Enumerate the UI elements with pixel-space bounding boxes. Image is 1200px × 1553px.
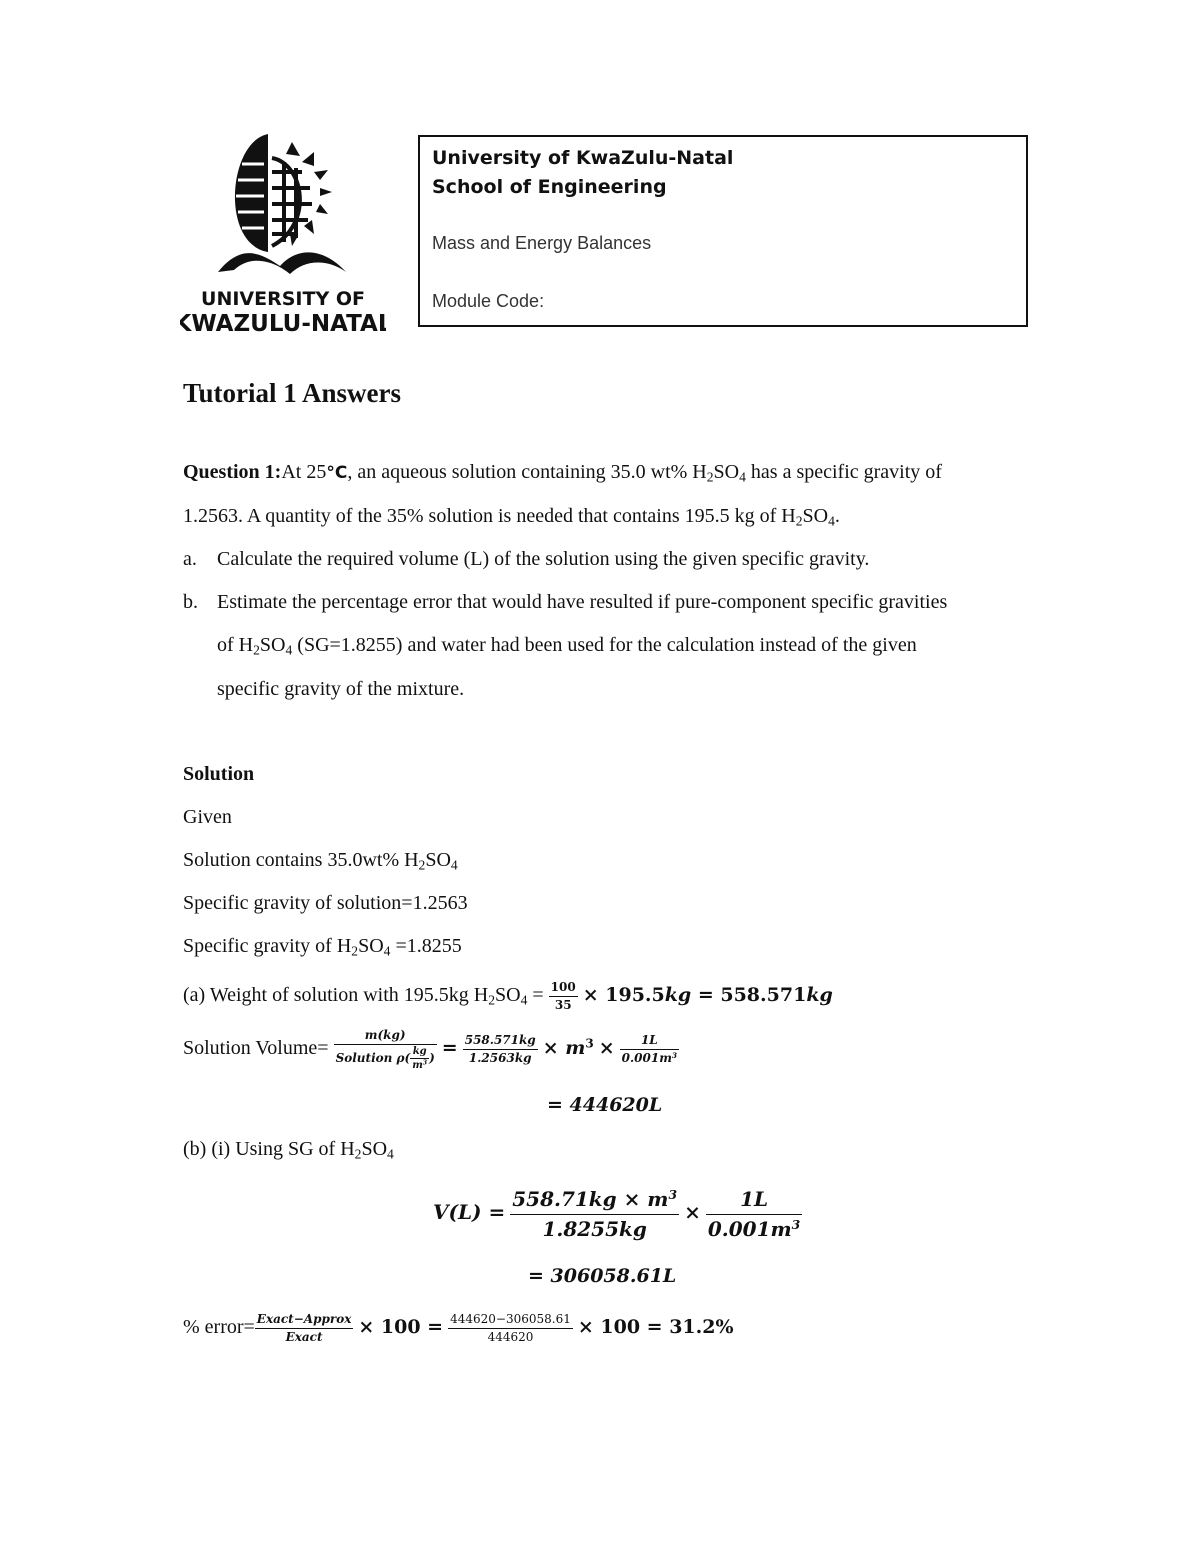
header-info-box bbox=[418, 135, 1028, 327]
given-line-1: Solution contains 35.0wt% $H_2SO_4$ bbox=[183, 849, 458, 873]
item-a-text: Calculate the required volume (L) of the solution using the given specific gravity. bbox=[217, 548, 870, 570]
question-line-1: Question 1:At 25°C, an aqueous solution containing 35.0 wt% $H_2SO_4$ has a specific gravity of bbox=[183, 461, 942, 485]
error-fraction-2: $\frac{444620-306058.61}{444620}$ bbox=[450, 1311, 571, 1344]
item-b-line-2: of $H_2SO_4$ (SG=1.8255) and water had been used for the calculation instead of the given bbox=[217, 634, 917, 658]
volume-result: = 444620L bbox=[547, 1094, 663, 1116]
logo-line2: KWAZULU-NATAL bbox=[180, 311, 386, 336]
part-b-label: (b) (i) Using SG of $H_2SO_4$ bbox=[183, 1138, 394, 1162]
university-logo bbox=[180, 134, 386, 336]
item-a-marker: a. bbox=[183, 548, 197, 570]
volume-fraction-3: $\frac{1L}{0.001m^3}$ bbox=[621, 1032, 678, 1065]
volume-fraction-1: m(kg) Solution ρ( $\frac{kg}{m^3}$ ) bbox=[335, 1027, 435, 1071]
item-b-marker: b. bbox=[183, 591, 198, 613]
logo-line1: UNIVERSITY OF bbox=[201, 288, 365, 310]
given-label: Given bbox=[183, 806, 232, 828]
error-fraction-1: $\frac{\text{Exact−Approx}}{\text{Exact}}$ bbox=[256, 1311, 352, 1344]
ukzn-crest-icon bbox=[180, 134, 386, 336]
sg-volume-fraction-2: $\frac{1L}{0.001m^3}$ bbox=[707, 1186, 801, 1241]
page-title: Tutorial 1 Answers bbox=[183, 378, 402, 408]
solution-heading: Solution bbox=[183, 763, 255, 785]
sg-volume-fraction-1: $\frac{558.71kg \times m^3}{1.8255kg}$ bbox=[512, 1186, 678, 1241]
school-name: School of Engineering bbox=[432, 176, 667, 198]
item-b-line-1: Estimate the percentage error that would have resulted if pure-component specific gravities bbox=[217, 591, 948, 613]
sg-volume-result: = 306058.61L bbox=[528, 1265, 677, 1287]
item-b-line-3: specific gravity of the mixture. bbox=[217, 678, 465, 700]
module-code: Module Code: bbox=[432, 291, 545, 311]
solution-volume-line: Solution Volume= m(kg) Solution ρ( $\frac{kg}{m^3}$ ) = $\frac{558.571kg}{1.2563kg}$ × $m^3$ × $\frac{1L}{0.001m^3}$ bbox=[183, 1027, 678, 1071]
percent-error-line: % error= $\frac{\text{Exact−Approx}}{\text{Exact}}$ × 100 = $\frac{444620-306058.61}{444620}$ × 100 = 31.2% bbox=[183, 1311, 734, 1344]
weight-fraction: $\frac{100}{35}$ bbox=[550, 979, 576, 1012]
volume-fraction-2: $\frac{558.571kg}{1.2563kg}$ bbox=[464, 1032, 536, 1065]
question-line-2: 1.2563. A quantity of the 35% solution is needed that contains 195.5 kg of $H_2SO_4$. bbox=[183, 505, 840, 529]
given-line-3: Specific gravity of $H_2SO_4 =1.8255$ bbox=[183, 935, 462, 959]
part-a-weight-line: (a) Weight of solution with 195.5kg $H_2SO_4$ = $\frac{100}{35}$ × 195.5kg = 558.571kg bbox=[183, 979, 833, 1012]
question-label: Question 1: bbox=[183, 461, 282, 483]
given-line-2: Specific gravity of solution=1.2563 bbox=[183, 892, 468, 914]
university-name: University of KwaZulu-Natal bbox=[432, 147, 734, 169]
course-name: Mass and Energy Balances bbox=[432, 233, 652, 253]
part-b-equation: V(L) = $\frac{558.71kg \times m^3}{1.8255kg}$ × $\frac{1L}{0.001m^3}$ bbox=[433, 1186, 801, 1241]
